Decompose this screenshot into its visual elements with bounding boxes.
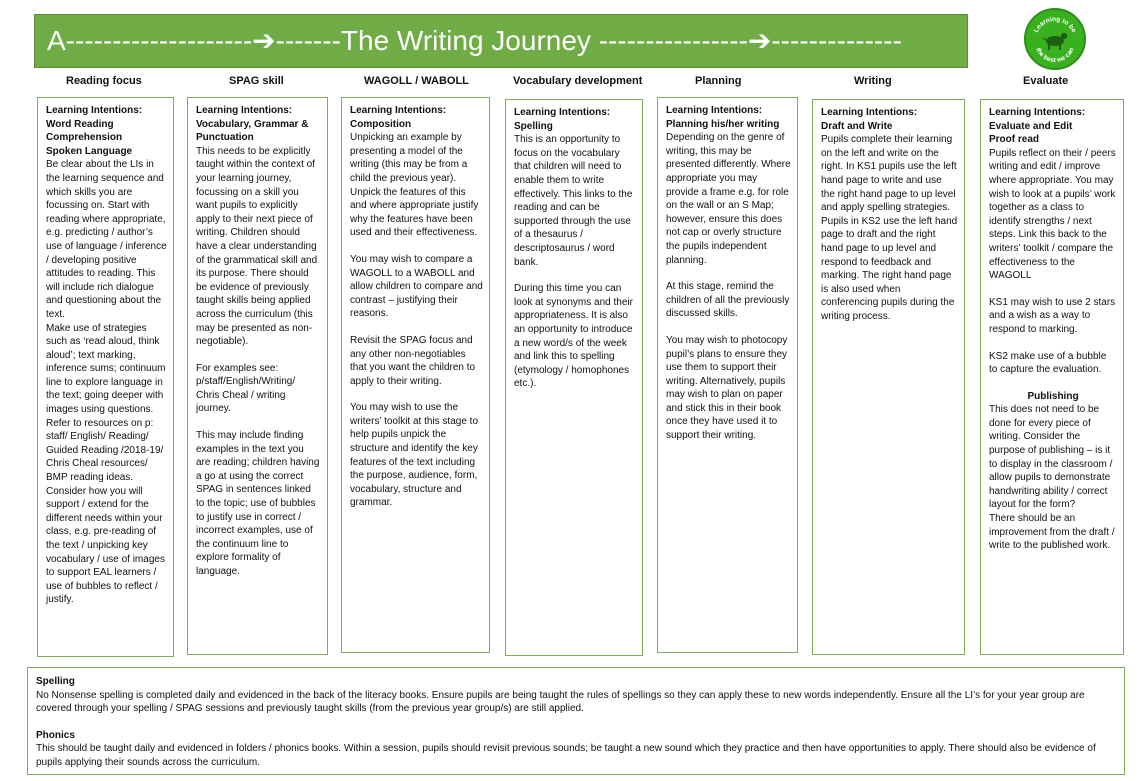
spag-skill-box <box>187 97 328 655</box>
li-comprehension: Comprehension <box>46 132 123 144</box>
publishing-heading: Publishing <box>1027 390 1079 402</box>
svg-text:Learning to be <box>1033 16 1078 34</box>
li-word-reading: Word Reading <box>46 118 114 130</box>
paragraph: During this time you can look at synonyms and their appropriateness. It is also an opportunity to introduce a new word/s of the week and link this to spelling (etymology / homophones etc.). <box>514 283 633 390</box>
li-label: Learning Intentions: <box>821 107 918 118</box>
paragraph: This does not need to be done for every piece of writing. Consider the purpose of publishing – is it to display in the classroom / allow pupils to demonstrate handwriting ability / correct layout for the form? <box>989 404 1113 511</box>
li-label: Learning Intentions: <box>989 107 1086 118</box>
title-banner <box>34 14 968 68</box>
spelling-text: No Nonsense spelling is completed daily and evidenced in the back of the literacy books. Ensure pupils are being taught the rules of spellings so they can apply these to new words independently. Ensure all the LI’s for your year group are covered through your spelling / SPAG sessions and previously taught skills (from the previous year group/s) are still applied. <box>36 689 1085 715</box>
reading-focus-box <box>37 97 174 657</box>
planning-box <box>657 97 798 653</box>
phonics-text: This should be taught daily and evidenced in folders / phonics books. Within a session, pupils should revisit previous sounds; be taught a new sound which they practice and then have opportunities to apply. There should also be evidence of pupils applying their sounds across the curriculum. <box>36 743 1096 768</box>
li-evaluate-edit: Evaluate and Edit <box>989 120 1073 132</box>
vocabulary-box <box>505 99 643 656</box>
heading-planning: Planning <box>695 75 742 87</box>
heading-spag-skill: SPAG skill <box>229 75 284 87</box>
paragraph: Unpicking an example by presenting a model of the writing (this may be from a child the previous year). Unpick the features of this and where appropriate justify why the features have been used and their effectiveness. <box>350 132 479 239</box>
li-label: Learning Intentions: <box>46 105 143 116</box>
li-label: Learning Intentions: <box>666 105 763 116</box>
paragraph: Revisit the SPAG focus and any other non-negotiables that you want the children to apply to their writing. <box>350 334 476 387</box>
paragraph: This may include finding examples in the text you are reading; children having a go at using the correct SPAG in sentences linked to the topic; use of bubbles to justify use in correct / incorrect examples, use of the continuum line to explore formality of language. <box>196 430 320 577</box>
paragraph: For examples see: p/staff/English/Writing/ Chris Cheal / writing journey. <box>196 362 296 415</box>
logo-text-top: Learning to be <box>1032 15 1078 34</box>
paragraph: Be clear about the LIs in the learning sequence and which skills you are focussing on. Start with reading where appropriate, e.g. predicting / author’s use of language / inference / developing positive attitudes to reading. This will include rich dialogue and questioning about the text. <box>46 159 167 320</box>
heading-evaluate: Evaluate <box>1023 75 1069 87</box>
paragraph: This is an opportunity to focus on the vocabulary that children will need to enable them to write effectively. This links to the reading and can be supported through the use of a thesaurus / descriptosaurus / word bank. <box>514 134 633 268</box>
spelling-phonics-box <box>27 667 1125 775</box>
heading-reading-focus: Reading focus <box>66 75 142 87</box>
li-vocab-grammar: Vocabulary, Grammar & Punctuation <box>196 118 309 144</box>
paragraph: KS1 may wish to use 2 stars and a wish as a way to respond to marking. <box>989 296 1116 335</box>
paragraph: Make use of strategies such as ‘read aloud, think aloud’; text marking, inference sums; continuum line to explore language in the text; going deeper with images using questions. Refer to resources on p: staff/ English/ Reading/ Guided Reading /2018-19/ Chris Cheal resources/ BMP reading ideas. <box>46 322 166 484</box>
paragraph: You may wish to photocopy pupil’s plans to ensure they use them to support their writing. Alternatively, pupils may wish to plan on paper and stick this in their book once they have used it to support their writing. <box>666 334 788 442</box>
li-draft-write: Draft and Write <box>821 120 893 132</box>
paragraph: There should be an improvement from the draft / write to the published work. <box>989 513 1115 552</box>
heading-vocabulary: Vocabulary development <box>513 75 643 87</box>
paragraph: This needs to be explicitly taught within the context of your learning journey, focussing on a skill you want pupils to explicitly apply to their next piece of writing. Children should have a clear understanding of the grammatical skill and its purpose. There should be evidence of previously taught skills being applied across the curriculum (this may be presented as non-negotiable). <box>196 145 318 348</box>
li-composition: Composition <box>350 118 412 130</box>
li-label: Learning Intentions: <box>350 105 447 116</box>
li-spelling: Spelling <box>514 120 553 132</box>
paragraph: You may wish to compare a WAGOLL to a WABOLL and allow children to compare and contrast – justifying their reasons. <box>350 253 483 320</box>
paragraph: At this stage, remind the children of all the previously discussed skills. <box>666 281 790 320</box>
phonics-heading: Phonics <box>36 729 75 741</box>
li-proof-read: Proof read <box>989 134 1040 146</box>
li-label: Learning Intentions: <box>514 107 611 118</box>
paragraph: Consider how you will support / extend for the different needs within your class, e.g. pre-reading of the text / unpicking key vocabulary / use of images to support EAL learners / use of bubbles to reflect / justify. <box>46 485 165 606</box>
spelling-heading: Spelling <box>36 676 75 687</box>
li-label: Learning Intentions: <box>196 105 293 116</box>
li-planning: Planning his/her writing <box>666 118 780 130</box>
paragraph: Pupils complete their learning on the left and write on the right. In KS1 pupils use the left hand page to write and use the right hand page to up level and apply spelling strategies. Pupils in KS2 use the left hand page to draft and the right hand page to up level and respond to feedback and marking. The right hand page is also used when conferencing pupils during the writing process. <box>821 134 958 322</box>
writing-box <box>812 99 965 655</box>
paragraph: Depending on the genre of writing, this may be presented differently. Where appropriate you may provide a frame e.g. for role on the wall or an S Map; however, ensure this does not cap or overly structure the pupils independent planning. <box>666 132 791 266</box>
svg-text:the best we can <box>1034 47 1075 65</box>
heading-writing: Writing <box>854 75 892 87</box>
paragraph: KS2 make use of a bubble to capture the evaluation. <box>989 350 1107 376</box>
li-spoken-language: Spoken Language <box>46 145 133 157</box>
wagoll-box <box>341 97 490 653</box>
logo-text-bottom: the best we can <box>1034 46 1076 65</box>
heading-wagoll: WAGOLL / WABOLL <box>364 75 469 87</box>
paragraph: Pupils reflect on their / peers writing and edit / improve where appropriate. You may wish to look at a pupils’ work together as a class to identify strengths / next steps. Link this back to the writers’ toolkit / compare the effectiveness to the WAGOLL <box>989 147 1116 282</box>
school-logo <box>1024 8 1086 70</box>
evaluate-box <box>980 99 1124 655</box>
animal-icon <box>1041 33 1067 50</box>
paragraph: You may wish to use the writers’ toolkit at this stage to help pupils unpick the structure and identify the key features of the text including the purpose, audience, form, vocabulary, structure and grammar. <box>350 402 479 509</box>
banner-title: A--------------------➔-------The Writing Journey ----------------➔-------------- <box>47 25 902 56</box>
